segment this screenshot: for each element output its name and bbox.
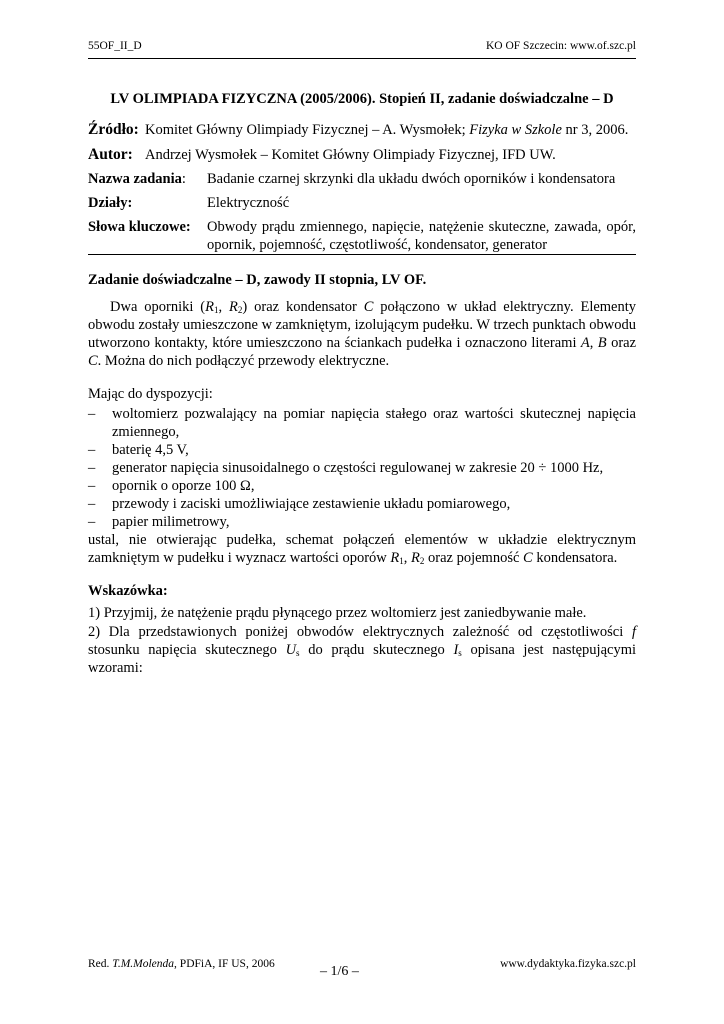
instruction-paragraph (88, 531, 636, 567)
footer-editor-name: T.M.Molenda (112, 958, 175, 970)
list-item-text: opornik o oporze 100 Ω, (112, 478, 255, 494)
text: kondensatora. (532, 550, 618, 566)
text: opisana jest następującymi wzorami: (88, 642, 636, 676)
list-item (88, 495, 636, 513)
text: oraz pojemność (424, 550, 524, 566)
text: Dwa oporniki ( (110, 299, 206, 315)
subscript: 1 (214, 305, 219, 315)
subscript: 2 (419, 556, 425, 566)
task-heading-part: , zawody II stopnia (256, 272, 375, 288)
meta-sections-row (88, 194, 636, 212)
list-item (88, 459, 636, 477)
meta-task-value: Badanie czarnej skrzynki dla układu dwóch oporników i kondensatora (207, 171, 616, 187)
equipment-intro: Mając do dyspozycji: (88, 386, 213, 402)
meta-sections-label: Działy: (88, 195, 133, 211)
text: ) oraz kondensator (242, 299, 364, 315)
meta-source-text: nr 3, 2006. (561, 122, 629, 138)
equipment-list (88, 405, 636, 531)
meta-source-label: Źródło: (88, 121, 139, 138)
meta-author-label: Autor: (88, 146, 133, 163)
footer-editor (88, 958, 275, 970)
list-item (88, 441, 636, 459)
list-item-text: woltomierz pozwalający na pomiar napięcia stałego oraz wartości skutecznej napięcia zmiennego, (112, 406, 636, 440)
title-sep: . (371, 91, 380, 107)
text: oraz (606, 335, 637, 351)
text: połączono w układ elektryczny. Elementy obwodu zostały umieszczone w zamkniętym, izolującym pudełku. W trzech punktach obwodu utworzono kontakty, które umieszczono na ściankach pudełka i oznaczono literami (88, 299, 637, 351)
symbol: C (88, 353, 98, 369)
page-number: – 1/6 – (320, 964, 359, 979)
list-item-text: baterię 4,5 V, (112, 442, 189, 458)
dash-bullet: – (88, 478, 96, 494)
list-item-text: przewody i zaciski umożliwiające zestawienie układu pomiarowego, (112, 496, 511, 512)
document-title (88, 91, 636, 108)
meta-author-value: Andrzej Wysmołek – Komitet Główny Olimpiady Fizycznej, IFD UW. (145, 147, 556, 163)
text: 2) Dla przedstawionych poniżej obwodów elektrycznych zależność od częstotliwości (88, 624, 632, 640)
symbol: B (597, 335, 607, 351)
dash-bullet: – (88, 496, 96, 512)
task-heading-part: . (422, 272, 427, 288)
text: Red. (88, 958, 113, 970)
header-divider (88, 254, 636, 255)
hint-2 (88, 623, 636, 677)
header-doc-id: 55OF_II_D (88, 40, 142, 52)
subscript: 1 (399, 556, 404, 566)
text: , PDFiA, IF US, 2006 (174, 958, 275, 970)
page-header (88, 40, 636, 59)
subscript: 2 (237, 305, 243, 315)
list-item-text: generator napięcia sinusoidalnego o częstości regulowanej w zakresie 20 ÷ 1000 Hz, (112, 460, 604, 476)
task-heading (88, 271, 636, 289)
header-source: KO OF Szczecin: www.of.szc.pl (486, 40, 636, 52)
title-stage: Stopień II (379, 91, 441, 107)
meta-source-value (145, 121, 628, 139)
list-item-text: papier milimetrowy, (112, 514, 230, 530)
meta-sections-value: Elektryczność (207, 195, 290, 211)
text: ustal, nie otwierając pudełka, schemat połączeń elementów w układzie elektrycznym zamkniętym w pudełku i wyznacz wartości oporów (88, 532, 636, 566)
hint-heading: Wskazówka: (88, 583, 168, 599)
symbol: R (411, 550, 420, 566)
symbol: I (453, 642, 459, 658)
meta-task-colon: : (181, 171, 186, 187)
task-heading-part: Zadanie doświadczalne – D (88, 272, 257, 288)
symbol: R (205, 299, 214, 315)
hint-1: 1) Przyjmij, że natężenie prądu płynącego przez woltomierz jest zaniedbywanie małe. (88, 605, 587, 621)
meta-keywords-label: Słowa kluczowe: (88, 219, 191, 235)
text: , (589, 335, 598, 351)
text: . Można do nich podłączyć przewody elektryczne. (97, 353, 390, 369)
text: stosunku napięcia skutecznego (88, 642, 286, 658)
dash-bullet: – (88, 406, 96, 422)
meta-author-row (88, 146, 636, 164)
dash-bullet: – (88, 442, 96, 458)
dash-bullet: – (88, 460, 96, 476)
symbol: A (580, 335, 590, 351)
meta-task-row (88, 170, 636, 188)
symbol: f (631, 624, 636, 640)
footer-website: www.dydaktyka.fizyka.szc.pl (500, 958, 636, 970)
list-item (88, 405, 636, 441)
text: do prądu skutecznego (299, 642, 454, 658)
meta-source-row (88, 121, 636, 139)
subscript: s (458, 648, 462, 658)
meta-source-text: Komitet Główny Olimpiady Fizycznej – A. Wysmołek; (145, 122, 470, 138)
dash-bullet: – (88, 514, 96, 530)
meta-source-journal: Fizyka w Szkole (469, 122, 562, 138)
meta-task-label: Nazwa zadania (88, 171, 182, 187)
subscript: s (296, 648, 300, 658)
symbol: U (285, 642, 297, 658)
equipment-list-wrap (88, 405, 636, 531)
text: , (403, 550, 412, 566)
symbol: R (390, 550, 400, 566)
meta-keywords-value: Obwody prądu zmiennego, napięcie, natężenie skuteczne, zawada, opór, opornik, pojemność, częstotliwość, kondensator, generator (207, 219, 636, 253)
title-olympiad: LV OLIMPIADA FIZYCZNA (2005/2006) (110, 91, 372, 107)
text: , (218, 299, 230, 315)
symbol: R (229, 299, 238, 315)
list-item (88, 477, 636, 495)
title-task: zadanie doświadczalne – D (448, 91, 614, 107)
task-heading-part: , LV OF (374, 272, 423, 288)
list-item (88, 513, 636, 531)
task-paragraph (88, 298, 636, 370)
title-sep: , (440, 91, 449, 107)
symbol: C (363, 299, 374, 315)
symbol: C (523, 550, 533, 566)
meta-keywords-row (88, 218, 636, 253)
